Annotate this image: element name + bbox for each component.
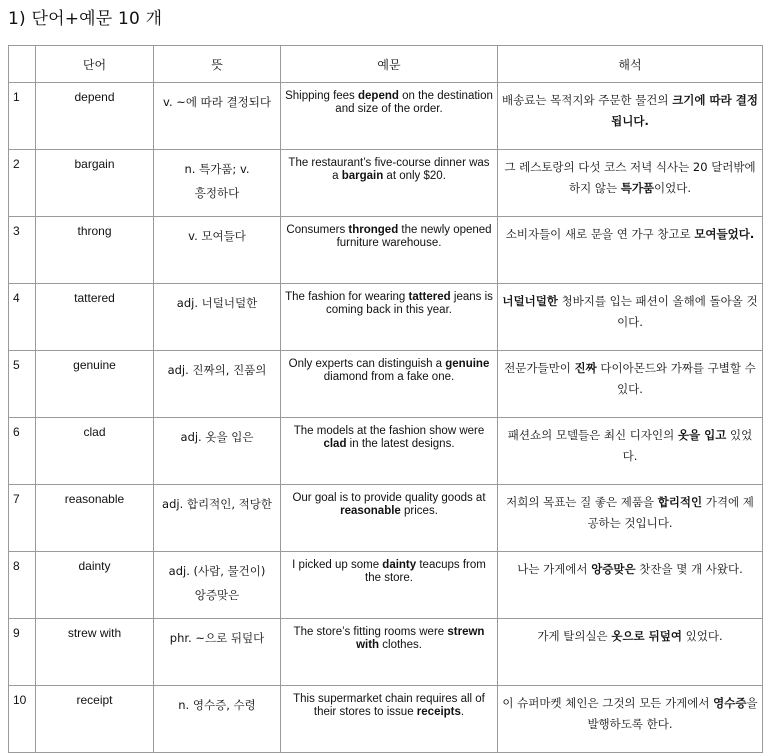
- highlighted-term: reasonable: [340, 505, 401, 517]
- highlighted-term: dainty: [382, 559, 417, 571]
- word-meaning: [154, 284, 281, 351]
- text-run: The store’s fitting rooms were: [293, 626, 448, 638]
- text-run: The restaurant’s five-course dinner was a: [288, 157, 490, 182]
- text-run: 있었다.: [622, 428, 753, 463]
- korean-translation: [498, 284, 763, 351]
- text-run: 소비자들이 새로 문을 연 가구 창고로: [505, 227, 695, 241]
- korean-translation: [498, 485, 763, 552]
- highlighted-term: genuine: [445, 358, 490, 370]
- row-number: 2: [9, 150, 36, 217]
- highlighted-term: thronged: [348, 224, 399, 236]
- word-meaning: [154, 351, 281, 418]
- meaning-line: adj. (사람, 물건이): [168, 564, 266, 578]
- text-run: 배송료는 목적지와 주문한 물건의: [502, 93, 673, 107]
- text-run: 나는 가게에서: [517, 562, 592, 576]
- text-run: clothes.: [379, 639, 422, 651]
- table-row: [9, 284, 763, 351]
- text-run: 저희의 목표는 질 좋은 제품을: [506, 495, 658, 509]
- table-row: [9, 351, 763, 418]
- header-translation: 해석: [498, 46, 763, 83]
- text-run: Shipping fees: [285, 90, 358, 102]
- example-sentence: [281, 418, 498, 485]
- text-run: teacups from the store.: [365, 559, 486, 584]
- text-run: The models at the fashion show were: [293, 425, 485, 437]
- word-meaning: [154, 485, 281, 552]
- highlighted-term: 진짜: [574, 361, 597, 375]
- korean-translation: [498, 552, 763, 619]
- highlighted-term: tattered: [408, 291, 451, 303]
- example-sentence: [281, 485, 498, 552]
- table-row: [9, 217, 763, 284]
- row-number: 1: [9, 83, 36, 150]
- text-run: 전문가들만이: [504, 361, 575, 375]
- text-run: at only $20.: [383, 170, 446, 182]
- text-run: 다이아몬드와 가짜를 구별할 수 있다.: [596, 361, 756, 396]
- header-number: [9, 46, 36, 83]
- korean-translation: [498, 83, 763, 150]
- example-sentence: [281, 552, 498, 619]
- vocab-word: clad: [36, 418, 154, 485]
- highlighted-term: 앙증맞은: [591, 562, 636, 576]
- text-run: in the latest designs.: [346, 438, 455, 450]
- korean-translation: [498, 217, 763, 284]
- vocab-word: depend: [36, 83, 154, 150]
- highlighted-term: 합리적인: [657, 495, 703, 509]
- text-run: diamond from a fake one.: [323, 371, 455, 383]
- text-run: This supermarket chain requires all of their stores to issue: [293, 693, 485, 718]
- korean-translation: [498, 150, 763, 217]
- word-meaning: [154, 418, 281, 485]
- korean-translation: [498, 418, 763, 485]
- highlighted-term: strewn with: [356, 626, 485, 651]
- vocab-word: bargain: [36, 150, 154, 217]
- header-example: 예문: [281, 46, 498, 83]
- meaning-line: adj. 너덜너덜한: [176, 296, 258, 310]
- text-run: Consumers: [286, 224, 349, 236]
- text-run: 이었다.: [654, 181, 692, 195]
- text-run: 이 슈퍼마켓 체인은 그것의 모든 가게에서: [502, 696, 714, 710]
- row-number: 5: [9, 351, 36, 418]
- korean-translation: [498, 619, 763, 686]
- text-run: Only experts can distinguish a: [288, 358, 446, 370]
- table-row: [9, 150, 763, 217]
- highlighted-term: 너덜너덜한: [502, 294, 558, 308]
- text-run: I picked up some: [292, 559, 383, 571]
- example-sentence: [281, 150, 498, 217]
- row-number: 9: [9, 619, 36, 686]
- row-number: 8: [9, 552, 36, 619]
- word-meaning: [154, 217, 281, 284]
- text-run: 그 레스토랑의 다섯 코스 저녁 식사는 20 달러밖에 하지 않는: [504, 160, 756, 195]
- row-number: 10: [9, 686, 36, 753]
- text-run: jeans is coming back in this year.: [326, 291, 493, 316]
- text-run: prices.: [400, 505, 438, 517]
- text-run: 패션쇼의 모델들은 최신 디자인의: [507, 428, 678, 442]
- table-row: [9, 552, 763, 619]
- meaning-line: adj. 진짜의, 진품의: [167, 363, 267, 377]
- word-meaning: [154, 686, 281, 753]
- table-row: [9, 485, 763, 552]
- text-run: 가격에 제공하는 것입니다.: [587, 495, 754, 530]
- korean-translation: [498, 686, 763, 753]
- korean-translation: [498, 351, 763, 418]
- table-row: [9, 418, 763, 485]
- vocab-word: dainty: [36, 552, 154, 619]
- header-word: 단어: [36, 46, 154, 83]
- text-run: on the destination and size of the order.: [335, 90, 493, 115]
- vocab-word: reasonable: [36, 485, 154, 552]
- table-row: [9, 619, 763, 686]
- example-sentence: [281, 686, 498, 753]
- table-body: [9, 83, 763, 753]
- text-run: 을 발행하도록 한다.: [587, 696, 758, 731]
- meaning-line: n. 영수증, 수령: [178, 698, 256, 712]
- header-meaning: 뜻: [154, 46, 281, 83]
- text-run: 있었다.: [682, 629, 723, 643]
- meaning-line: n. 특가품; v.: [184, 162, 250, 176]
- table-row: [9, 686, 763, 753]
- meaning-line: phr. ~으로 뒤덮다: [169, 631, 265, 645]
- text-run: .: [460, 706, 465, 718]
- meaning-line: v. 모여들다: [188, 229, 246, 243]
- word-meaning: [154, 83, 281, 150]
- highlighted-term: bargain: [341, 170, 384, 182]
- text-run: 청바지를 입는 패션이 올해에 돌아올 것이다.: [557, 294, 758, 329]
- meaning-line: v. ~에 따라 결정되다: [163, 95, 271, 109]
- vocabulary-table: [8, 45, 763, 753]
- highlighted-term: 영수증: [713, 696, 747, 710]
- row-number: 3: [9, 217, 36, 284]
- word-meaning: [154, 552, 281, 619]
- highlighted-term: 옷으로 뒤덮여: [611, 629, 682, 643]
- table-row: [9, 83, 763, 150]
- highlighted-term: 크기에 따라 결정됩니다.: [611, 93, 758, 128]
- text-run: Our goal is to provide quality goods at: [292, 492, 486, 504]
- table-header-row: [9, 46, 763, 83]
- row-number: 6: [9, 418, 36, 485]
- example-sentence: [281, 217, 498, 284]
- highlighted-term: depend: [358, 90, 399, 102]
- vocab-word: throng: [36, 217, 154, 284]
- text-run: 가게 탈의실은: [537, 629, 612, 643]
- page-title: 1) 단어+예문 10 개: [8, 9, 163, 29]
- example-sentence: [281, 83, 498, 150]
- highlighted-term: receipts: [416, 706, 461, 718]
- text-run: 찻잔을 몇 개 사왔다.: [635, 562, 743, 576]
- meaning-line: adj. 옷을 입은: [180, 430, 254, 444]
- vocab-word: receipt: [36, 686, 154, 753]
- text-run: The fashion for wearing: [285, 291, 409, 303]
- word-meaning: [154, 150, 281, 217]
- highlighted-term: clad: [323, 438, 347, 450]
- vocab-word: strew with: [36, 619, 154, 686]
- example-sentence: [281, 284, 498, 351]
- vocab-word: tattered: [36, 284, 154, 351]
- meaning-line: adj. 합리적인, 적당한: [162, 497, 272, 511]
- meaning-line: 앙증맞은: [194, 588, 240, 602]
- word-meaning: [154, 619, 281, 686]
- highlighted-term: 모여들었다.: [694, 227, 755, 241]
- example-sentence: [281, 351, 498, 418]
- row-number: 7: [9, 485, 36, 552]
- highlighted-term: 옷을 입고: [677, 428, 727, 442]
- example-sentence: [281, 619, 498, 686]
- vocab-word: genuine: [36, 351, 154, 418]
- text-run: the newly opened furniture warehouse.: [336, 224, 492, 249]
- meaning-line: 흥정하다: [194, 186, 240, 200]
- highlighted-term: 특가품: [620, 181, 655, 195]
- row-number: 4: [9, 284, 36, 351]
